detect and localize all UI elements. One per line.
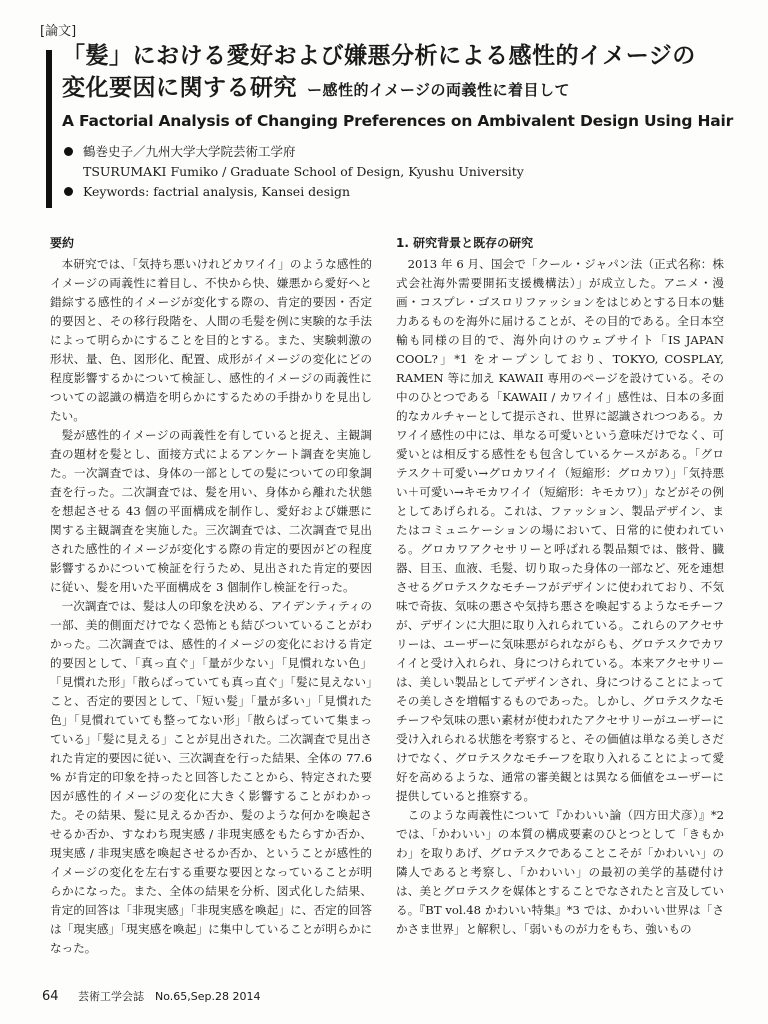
title-block bbox=[62, 40, 752, 202]
title-line-2: 変化要因に関する研究 bbox=[62, 75, 297, 101]
title-japanese bbox=[62, 40, 752, 106]
journal-info: 芸術工学会誌 No.65,Sep.28 2014 bbox=[78, 990, 261, 1003]
page-footer bbox=[42, 988, 261, 1004]
section-tag: [論文] bbox=[40, 24, 77, 39]
abstract-paragraph-2: 髪が感性的イメージの両義性を有していると捉え、主観調査の題材を髪とし、面接方式によるアンケート調査を実施した。一次調査では、身体の一部としての髪についての印象調査を行った。二次調査では、髪を用い、身体から離れた状態を想起させる 43 個の平面構成を制作し、愛好および嫌悪に関する主観調査を実施した。三次調査では、二次調査で見出された感性的イメージが変化する際の肯定的要因がどの程度影響するかについて検証を行うため、見出された肯定的要因に従い、髪を用いた平面構成を 3 個制作し検証を行った。 bbox=[50, 428, 372, 594]
section-1-column bbox=[396, 234, 724, 939]
abstract-paragraph-3: 一次調査では、髪は人の印象を決める、アイデンティティの一部、美的側面だけでなく恐怖とも結びついていることがわかった。二次調査では、感性的イメージの変化における肯定的要因として、「真っ直ぐ」「量が少ない」「見慣れない色」「見慣れた形」「散らばっていても真っ直ぐ」「髪に見えない」こと、否定的要因として、「短い髪」「量が多い」「見慣れた色」「見慣れていても整ってない形」「散らばっていて集まっている」「髪に見える」ことが見出された。二次調査で見出された肯定的要因に従い、三次調査を行った結果、全体の 77.6 % が肯定的印象を持ったと回答したことから、特定された要因が感性的イメージの変化に大きく影響することがわかった。その結果、髪に見えるか否か、髪のような何かを喚起させるか否か、すなわち現実感 / 非現実感をもたらすか否か、現実感 / 非現実感を喚起させるか否か、ということが感性的イメージの変化を左右する重要な要因となっていることが明らかになった。また、全体の結果を分析、図式化した結果、肯定的回答は「非現実感」「非現実感を喚起」に、否定的回答は「現実感」「現実感を喚起」に集中していることが明らかになった。 bbox=[50, 599, 372, 955]
bullet-icon bbox=[64, 147, 73, 156]
section-1-paragraph-2: このような両義性について『かわいい論（四方田犬彦）』*2 では、「かわいい」の本質の構成要素のひとつとして「きもかわ」を取りあげ、グロテスクであることこそが「かわいい」の隣人であると考察し、「かわいい」の最初の美学的基礎付けは、美とグロテスクを媒体とすることでなされたと言及している。『BT vol.48 かわいい特集』*3 では、かわいい世界は「さかさま世界」と解釈し、「弱いものが力をもち、強いもの bbox=[396, 808, 724, 936]
title-line-1: 「髪」における愛好および嫌悪分析による感性的イメージの bbox=[62, 43, 696, 69]
keywords: Keywords: factrial analysis, Kansei design bbox=[83, 184, 351, 199]
author-japanese: 鶴巻史子／九州大学大学院芸術工学府 bbox=[83, 144, 296, 159]
author-english: TSURUMAKI Fumiko / Graduate School of Design, Kyushu University bbox=[83, 164, 524, 179]
bullet-icon bbox=[64, 187, 73, 196]
abstract-paragraph-1: 本研究では、「気持ち悪いけれどカワイイ」のような感性的イメージの両義性に着目し、不快から快、嫌悪から愛好へと錯綜する感性的イメージが変化する際の、肯定的要因・否定的要因と、その移行段階を、人間の毛髪を例に実験的な手法によって明らかにすることを目的とする。また、実験刺激の形状、量、色、図形化、配置、成形がイメージの変化にどの程度影響するかについて検証し、感性的イメージの両義性についての認識の構造を明らかにするための手掛かりを見出したい。 bbox=[50, 257, 372, 423]
abstract-column bbox=[50, 234, 372, 958]
author-row bbox=[62, 142, 752, 162]
title-english: A Factorial Analysis of Changing Preferences on Ambivalent Design Using Hair bbox=[62, 112, 734, 130]
section-1-paragraph-1: 2013 年 6 月、国会で「クール・ジャパン法（正式名称：株式会社海外需要開拓支援機構法）」が成立した。アニメ・漫画・コスプレ・ゴスロリファッションをはじめとする日本の魅力あるものを海外に届けることが、その目的である。全日本空輸も同様の目的で、海外向けのウェブサイト「IS JAPAN COOL?」*1 をオープンしており、TOKYO, COSPLAY, RAMEN 等に加え KAWAII 専用のページを設けている。その中のひとつである「KAWAII / カワイイ」感性は、日本の多面的なカルチャーとして提示され、世界に認識されつつある。カワイイ感性の中には、単なる可愛いという意味だけでなく、可愛いとは相反する感性をも包含しているケースがある。「グロテスク＋可愛い→グロカワイイ（短縮形：グロカワ）」「気持悪い＋可愛い→キモカワイイ（短縮形：キモカワ）」などがその例としてあげられる。これは、ファッション、製品デザイン、またはコミュニケーションの場において、日常的に使われている。グロカワアクセサリーと呼ばれる製品類では、骸骨、臓器、目玉、血液、毛髪、切り取った身体の一部など、死を連想させるグロテスクなモチーフがデザインに使われており、不気味で奇抜、気味の悪さや気持ち悪さを喚起するようなモチーフが、デザインに大胆に取り入れられている。これらのアクセサリーは、ユーザーに気味悪がられながらも、グロテスクでカワイイと受け入れられ、身につけられている。本来アクセサリーは、美しい製品としてデザインされ、身につけることによってその美しさを増幅するものであった。しかし、グロテスクなモチーフや気味の悪い素材が使われたアクセサリーがユーザーに受け入れられる状態を考察すると、その価値は単なる美しさだけでなく、グロテスクなモチーフを取り入れることによって愛好を高めるような、通常の審美観とは異なる価値をユーザーに提供していると推察する。 bbox=[396, 257, 724, 803]
title-accent-bar bbox=[46, 50, 52, 208]
author-english-row bbox=[62, 162, 752, 182]
abstract-heading: 要約 bbox=[50, 236, 75, 250]
title-subtitle: ー感性的イメージの両義性に着目して bbox=[307, 81, 571, 99]
keywords-row bbox=[62, 182, 752, 202]
page-number: 64 bbox=[42, 989, 59, 1004]
article-meta bbox=[62, 142, 752, 202]
section-1-heading: 1. 研究背景と既存の研究 bbox=[396, 236, 534, 250]
